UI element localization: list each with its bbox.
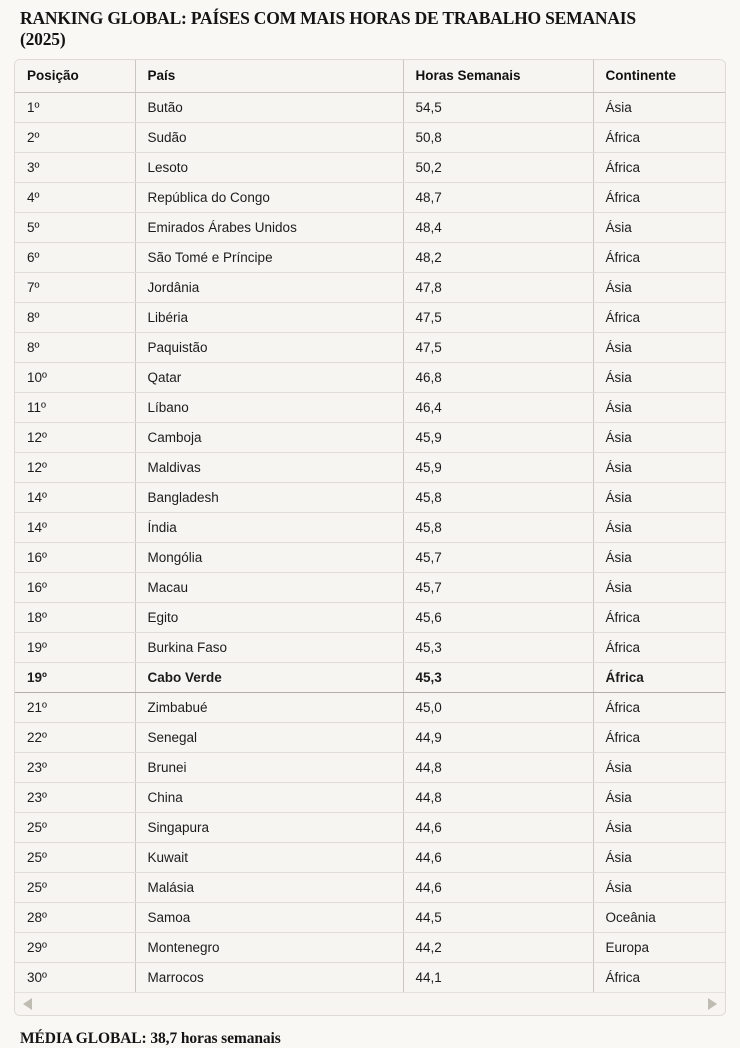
cell-posicao: 4º xyxy=(15,183,135,213)
cell-pais: Cabo Verde xyxy=(135,663,403,693)
cell-horas: 50,8 xyxy=(403,123,593,153)
triangle-left-icon[interactable] xyxy=(23,998,32,1010)
table-row[interactable] xyxy=(15,813,726,843)
cell-continente: Ásia xyxy=(593,813,726,843)
table-row[interactable] xyxy=(15,573,726,603)
table-row[interactable] xyxy=(15,213,726,243)
cell-horas: 44,1 xyxy=(403,963,593,993)
cell-horas: 45,3 xyxy=(403,663,593,693)
cell-pais: Zimbabué xyxy=(135,693,403,723)
cell-horas: 47,8 xyxy=(403,273,593,303)
cell-horas: 48,2 xyxy=(403,243,593,273)
cell-posicao: 14º xyxy=(15,483,135,513)
table-row[interactable] xyxy=(15,543,726,573)
cell-posicao: 16º xyxy=(15,573,135,603)
cell-continente: África xyxy=(593,153,726,183)
cell-posicao: 22º xyxy=(15,723,135,753)
cell-pais: Maldivas xyxy=(135,453,403,483)
cell-pais: Marrocos xyxy=(135,963,403,993)
cell-pais: Montenegro xyxy=(135,933,403,963)
table-row[interactable] xyxy=(15,603,726,633)
cell-pais: Paquistão xyxy=(135,333,403,363)
cell-posicao: 16º xyxy=(15,543,135,573)
column-header-pais[interactable]: País xyxy=(135,60,403,93)
table-row[interactable] xyxy=(15,273,726,303)
cell-posicao: 19º xyxy=(15,663,135,693)
cell-horas: 44,6 xyxy=(403,873,593,903)
table-row[interactable] xyxy=(15,693,726,723)
triangle-right-icon[interactable] xyxy=(708,998,717,1010)
column-header-continente[interactable]: Continente xyxy=(593,60,726,93)
cell-continente: Ásia xyxy=(593,363,726,393)
table-row[interactable] xyxy=(15,663,726,693)
cell-horas: 44,5 xyxy=(403,903,593,933)
ranking-table xyxy=(15,60,726,992)
cell-pais: Kuwait xyxy=(135,843,403,873)
table-header-row xyxy=(15,60,726,93)
cell-posicao: 7º xyxy=(15,273,135,303)
cell-continente: Oceânia xyxy=(593,903,726,933)
cell-continente: Ásia xyxy=(593,543,726,573)
cell-horas: 45,0 xyxy=(403,693,593,723)
cell-posicao: 8º xyxy=(15,303,135,333)
cell-posicao: 23º xyxy=(15,753,135,783)
cell-horas: 44,6 xyxy=(403,843,593,873)
cell-continente: Europa xyxy=(593,933,726,963)
cell-posicao: 28º xyxy=(15,903,135,933)
table-body xyxy=(15,93,726,993)
cell-horas: 47,5 xyxy=(403,303,593,333)
cell-posicao: 1º xyxy=(15,93,135,123)
table-row[interactable] xyxy=(15,723,726,753)
cell-continente: Ásia xyxy=(593,573,726,603)
cell-horas: 44,2 xyxy=(403,933,593,963)
page-title: RANKING GLOBAL: PAÍSES COM MAIS HORAS DE TRABALHO SEMANAIS (2025) xyxy=(20,8,636,49)
cell-continente: Ásia xyxy=(593,783,726,813)
cell-continente: África xyxy=(593,633,726,663)
horizontal-scrollbar[interactable] xyxy=(15,992,725,1015)
cell-posicao: 23º xyxy=(15,783,135,813)
cell-posicao: 2º xyxy=(15,123,135,153)
cell-pais: Líbano xyxy=(135,393,403,423)
cell-posicao: 12º xyxy=(15,423,135,453)
cell-pais: China xyxy=(135,783,403,813)
cell-posicao: 25º xyxy=(15,873,135,903)
cell-horas: 44,6 xyxy=(403,813,593,843)
table-row[interactable] xyxy=(15,753,726,783)
table-header xyxy=(15,60,726,93)
column-header-horas[interactable]: Horas Semanais xyxy=(403,60,593,93)
cell-continente: África xyxy=(593,693,726,723)
table-row[interactable] xyxy=(15,243,726,273)
cell-horas: 48,7 xyxy=(403,183,593,213)
cell-horas: 45,9 xyxy=(403,423,593,453)
table-row[interactable] xyxy=(15,903,726,933)
cell-pais: São Tomé e Príncipe xyxy=(135,243,403,273)
cell-posicao: 10º xyxy=(15,363,135,393)
table-row[interactable] xyxy=(15,183,726,213)
table-row[interactable] xyxy=(15,393,726,423)
cell-continente: Ásia xyxy=(593,453,726,483)
cell-continente: África xyxy=(593,963,726,993)
cell-horas: 45,9 xyxy=(403,453,593,483)
table-row[interactable] xyxy=(15,123,726,153)
cell-pais: Malásia xyxy=(135,873,403,903)
table-row[interactable] xyxy=(15,453,726,483)
cell-pais: Brunei xyxy=(135,753,403,783)
table-row[interactable] xyxy=(15,363,726,393)
table-row[interactable] xyxy=(15,483,726,513)
cell-horas: 45,7 xyxy=(403,543,593,573)
cell-posicao: 18º xyxy=(15,603,135,633)
cell-horas: 45,6 xyxy=(403,603,593,633)
cell-continente: África xyxy=(593,303,726,333)
cell-continente: Ásia xyxy=(593,513,726,543)
cell-continente: África xyxy=(593,663,726,693)
cell-continente: Ásia xyxy=(593,483,726,513)
cell-pais: Camboja xyxy=(135,423,403,453)
cell-horas: 44,8 xyxy=(403,783,593,813)
cell-posicao: 8º xyxy=(15,333,135,363)
cell-pais: República do Congo xyxy=(135,183,403,213)
column-header-posicao[interactable]: Posição xyxy=(15,60,135,93)
cell-pais: Macau xyxy=(135,573,403,603)
table-row[interactable] xyxy=(15,303,726,333)
cell-horas: 44,9 xyxy=(403,723,593,753)
cell-posicao: 11º xyxy=(15,393,135,423)
cell-pais: Jordânia xyxy=(135,273,403,303)
cell-continente: Ásia xyxy=(593,753,726,783)
cell-continente: Ásia xyxy=(593,333,726,363)
cell-continente: Ásia xyxy=(593,273,726,303)
cell-continente: África xyxy=(593,243,726,273)
table-row[interactable] xyxy=(15,513,726,543)
table-row[interactable] xyxy=(15,93,726,123)
table-row[interactable] xyxy=(15,333,726,363)
cell-posicao: 30º xyxy=(15,963,135,993)
cell-pais: Burkina Faso xyxy=(135,633,403,663)
cell-posicao: 6º xyxy=(15,243,135,273)
cell-pais: Libéria xyxy=(135,303,403,333)
cell-continente: Ásia xyxy=(593,423,726,453)
cell-horas: 48,4 xyxy=(403,213,593,243)
cell-continente: Ásia xyxy=(593,213,726,243)
cell-posicao: 25º xyxy=(15,813,135,843)
cell-posicao: 19º xyxy=(15,633,135,663)
cell-horas: 50,2 xyxy=(403,153,593,183)
cell-pais: Sudão xyxy=(135,123,403,153)
cell-posicao: 14º xyxy=(15,513,135,543)
cell-horas: 45,8 xyxy=(403,483,593,513)
cell-continente: África xyxy=(593,603,726,633)
cell-pais: Qatar xyxy=(135,363,403,393)
cell-pais: Emirados Árabes Unidos xyxy=(135,213,403,243)
cell-horas: 46,4 xyxy=(403,393,593,423)
table-row[interactable] xyxy=(15,423,726,453)
cell-posicao: 29º xyxy=(15,933,135,963)
cell-pais: Senegal xyxy=(135,723,403,753)
cell-pais: Singapura xyxy=(135,813,403,843)
cell-posicao: 3º xyxy=(15,153,135,183)
cell-continente: Ásia xyxy=(593,873,726,903)
cell-horas: 44,8 xyxy=(403,753,593,783)
cell-pais: Butão xyxy=(135,93,403,123)
cell-pais: Índia xyxy=(135,513,403,543)
cell-pais: Lesoto xyxy=(135,153,403,183)
cell-posicao: 12º xyxy=(15,453,135,483)
table-row[interactable] xyxy=(15,933,726,963)
table-row[interactable] xyxy=(15,843,726,873)
cell-horas: 45,7 xyxy=(403,573,593,603)
cell-continente: Ásia xyxy=(593,843,726,873)
cell-horas: 45,8 xyxy=(403,513,593,543)
table-row[interactable] xyxy=(15,963,726,993)
cell-continente: África xyxy=(593,723,726,753)
cell-continente: África xyxy=(593,183,726,213)
global-average-note: MÉDIA GLOBAL: 38,7 horas semanais xyxy=(20,1030,281,1047)
table-row[interactable] xyxy=(15,633,726,663)
cell-horas: 45,3 xyxy=(403,633,593,663)
table-row[interactable] xyxy=(15,153,726,183)
cell-pais: Egito xyxy=(135,603,403,633)
cell-continente: África xyxy=(593,123,726,153)
ranking-table-container xyxy=(14,59,726,1016)
cell-continente: Ásia xyxy=(593,93,726,123)
cell-posicao: 25º xyxy=(15,843,135,873)
cell-pais: Mongólia xyxy=(135,543,403,573)
cell-posicao: 21º xyxy=(15,693,135,723)
cell-continente: Ásia xyxy=(593,393,726,423)
cell-horas: 47,5 xyxy=(403,333,593,363)
cell-horas: 46,8 xyxy=(403,363,593,393)
cell-pais: Bangladesh xyxy=(135,483,403,513)
cell-pais: Samoa xyxy=(135,903,403,933)
cell-posicao: 5º xyxy=(15,213,135,243)
table-row[interactable] xyxy=(15,873,726,903)
table-row[interactable] xyxy=(15,783,726,813)
cell-horas: 54,5 xyxy=(403,93,593,123)
